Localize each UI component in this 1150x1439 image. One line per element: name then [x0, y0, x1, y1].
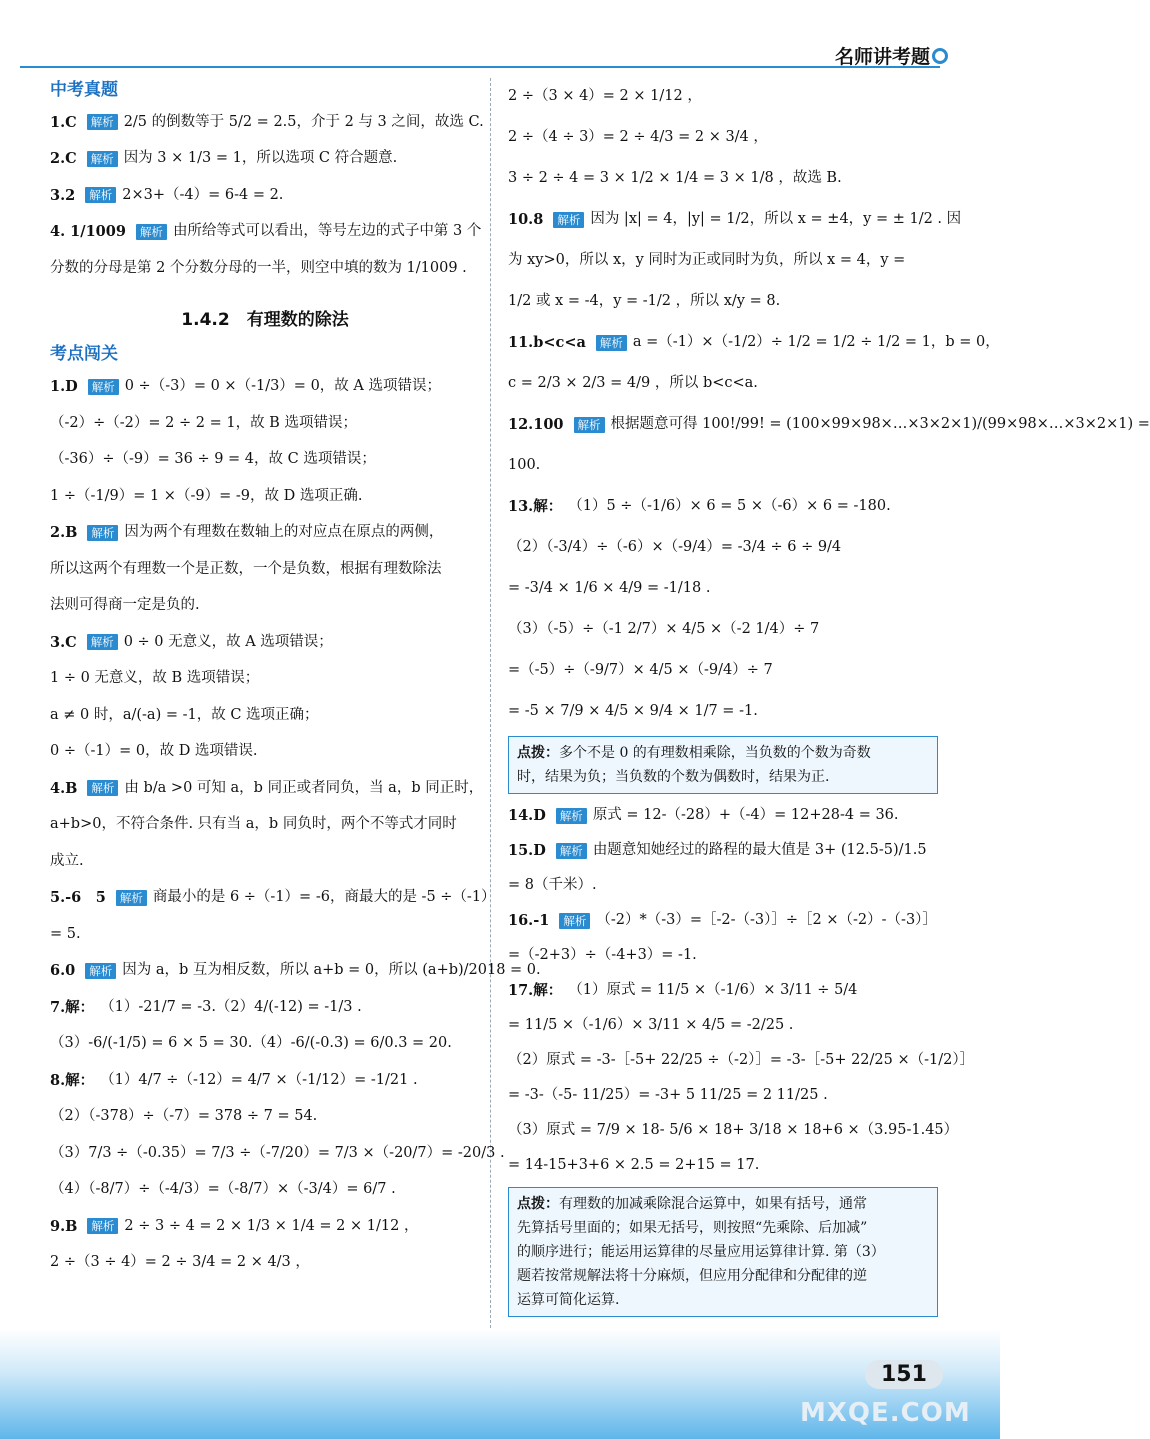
analysis-badge: 解析 [116, 890, 147, 906]
line-text: 2/5 的倒数等于 5/2 = 2.5，介于 2 与 3 之间，故选 C. [123, 113, 484, 130]
analysis-badge: 解析 [87, 525, 118, 541]
line-text: 所以这两个有理数一个是正数，一个是负数，根据有理数除法 [50, 560, 442, 577]
line-text: = 8（千米）. [508, 876, 597, 893]
line-text: 因为 a，b 互为相反数，所以 a+b = 0，所以 (a+b)/2018 = 0. [122, 962, 541, 979]
answer-line [50, 807, 480, 844]
answer-line [508, 240, 938, 281]
answer-line [508, 158, 938, 199]
analysis-badge: 解析 [85, 963, 116, 979]
line-text: 由题意知她经过的路程的最大值是 3+ (12.5-5)/1.5 [592, 841, 927, 858]
line-text: a ≠ 0 时，a/(-a) = -1，故 C 选项正确； [50, 706, 319, 723]
answer-line [50, 880, 496, 917]
line-text: （2）原式 = -3-［-5+ 22/25 ÷（-2）］= -3-［-5+ 22/25 ×（-1/2）］ [508, 1051, 975, 1068]
line-text: 2 ÷ 3 ÷ 4 = 2 × 1/3 × 1/4 = 2 × 1/12 ， [124, 1217, 419, 1234]
answer-line [50, 953, 541, 990]
line-text: （1）-21/7 = -3.（2）4/(-12) = -1/3 . [100, 998, 362, 1015]
answer-line [508, 527, 938, 568]
line-text: 100. [508, 456, 541, 473]
answer-line [50, 369, 480, 406]
answer-line [50, 442, 480, 479]
line-text: （-36）÷（-9）= 36 ÷ 9 = 4，故 C 选项错误； [50, 451, 376, 468]
analysis-badge: 解析 [88, 379, 119, 395]
line-text: a =（-1）×（-1/2）÷ 1/2 = 1/2 ÷ 1/2 = 1，b = 0， [632, 333, 1000, 350]
question-number: 15.D [508, 841, 546, 859]
subsection-title [50, 301, 480, 341]
line-text: 成立. [50, 852, 84, 869]
tip-line [517, 1288, 929, 1312]
answer-line [508, 568, 938, 609]
tip-line [517, 1264, 929, 1288]
question-number: 10.8 [508, 210, 544, 228]
answer-line [508, 199, 962, 240]
analysis-badge: 解析 [559, 913, 590, 929]
analysis-badge: 解析 [556, 808, 587, 824]
answer-line [508, 903, 938, 938]
line-text: 0 ÷（-1）= 0，故 D 选项错误. [50, 743, 258, 760]
line-text: 1/2 或 x = -4，y = -1/2 ，所以 x/y = 8. [508, 292, 781, 309]
answer-line [508, 1043, 975, 1078]
answer-line [50, 405, 480, 442]
analysis-badge: 解析 [87, 780, 118, 796]
section-title [50, 341, 480, 369]
line-text: （2）（-3/4）÷（-6）×（-9/4）= -3/4 ÷ 6 ÷ 9/4 [508, 538, 842, 555]
answer-line [508, 833, 938, 868]
analysis-badge: 解析 [87, 1218, 118, 1234]
line-text: = -3/4 × 1/6 × 4/9 = -1/18 . [508, 579, 711, 596]
analysis-badge: 解析 [87, 114, 118, 130]
answer-line [50, 141, 480, 178]
answer-line [50, 104, 484, 141]
answer-line [508, 76, 938, 117]
line-text: 为 xy>0，所以 x，y 同时为正或同时为负，所以 x = 4，y = [508, 251, 906, 268]
line-text: （-2）*（-3）=［-2-（-3）］÷［2 ×（-2）-（-3）］ [596, 911, 937, 928]
line-text: = 14-15+3+6 × 2.5 = 2+15 = 17. [508, 1156, 760, 1173]
question-number: 1.D [50, 378, 78, 396]
tip-text: 的顺序进行；能运用运算律的尽量应用运算律计算. 第（3） [517, 1243, 885, 1260]
line-text: （-2）÷（-2）= 2 ÷ 2 = 1，故 B 选项错误； [50, 414, 357, 431]
tip-line [517, 741, 929, 765]
tip-label: 点拨： [517, 1195, 559, 1212]
answer-line [50, 1172, 480, 1209]
analysis-badge: 解析 [553, 212, 584, 228]
answer-line [50, 1026, 480, 1063]
answer-line [508, 973, 938, 1008]
answer-line [50, 1245, 480, 1282]
line-text: （3）-6/(-1/5) = 6 × 5 = 30.（4）-6/(-0.3) = 6/0.3 = 20. [50, 1035, 452, 1052]
answer-line [508, 691, 938, 732]
line-text: （3）原式 = 7/9 × 18- 5/6 × 18+ 3/18 × 18+6 ×（3.95-1.45） [508, 1121, 959, 1138]
line-text: 2 ÷（3 × 4）= 2 × 1/12 ， [508, 87, 702, 104]
analysis-badge: 解析 [136, 224, 167, 240]
header-title: 名师讲考题 [834, 46, 930, 68]
line-text: （1）4/7 ÷（-12）= 4/7 ×（-1/12）= -1/21 . [100, 1071, 418, 1088]
line-text: 商最小的是 6 ÷（-1）= -6，商最大的是 -5 ÷（-1） [152, 889, 496, 906]
answer-line [508, 281, 938, 322]
tip-text: 运算可简化运算. [517, 1291, 620, 1308]
question-number: 11.b<c<a [508, 333, 586, 351]
line-text: 考点闯关 [50, 344, 118, 365]
analysis-badge: 解析 [596, 335, 627, 351]
answer-line [50, 989, 480, 1026]
answer-line [508, 486, 938, 527]
answer-line [508, 404, 1150, 445]
answer-line [508, 363, 938, 404]
line-text: = 5. [50, 925, 81, 942]
answer-line [50, 1208, 480, 1245]
page-number: 151 [865, 1360, 943, 1389]
tip-line [517, 1216, 929, 1240]
watermark: MXQE.COM [800, 1398, 971, 1428]
question-number: 3.C [50, 633, 77, 651]
answer-line [50, 588, 480, 625]
line-text: =（-2+3）÷（-4+3）= -1. [508, 946, 697, 963]
line-text: 法则可得商一定是负的. [50, 597, 200, 614]
line-text: （1）5 ÷（-1/6）× 6 = 5 ×（-6）× 6 = -180. [568, 497, 891, 514]
line-text: （2）（-378）÷（-7）= 378 ÷ 7 = 54. [50, 1108, 318, 1125]
question-number: 4. 1/1009 [50, 223, 126, 241]
answer-line [50, 1099, 480, 1136]
line-text: 中考真题 [50, 79, 118, 100]
section-title [50, 76, 480, 104]
tip-line [517, 765, 929, 789]
line-text: 0 ÷ 0 无意义，故 A 选项错误； [123, 633, 333, 650]
answer-line [508, 322, 1000, 363]
question-number: 16.-1 [508, 911, 550, 929]
question-number: 12.100 [508, 415, 564, 433]
line-text: （3）（-5）÷（-1 2/7）× 4/5 ×（-2 1/4）÷ 7 [508, 620, 820, 637]
answer-line [508, 938, 938, 973]
line-text: a+b>0，不符合条件. 只有当 a，b 同负时，两个不等式才同时 [50, 816, 457, 833]
tip-line [517, 1192, 929, 1216]
question-number: 1.C [50, 113, 77, 131]
tip-label: 点拨： [517, 744, 559, 761]
line-text: 根据题意可得 100!/99! = (100×99×98×…×3×2×1)/(99×98×…×3×2×1) = [610, 415, 1150, 432]
analysis-badge: 解析 [85, 187, 116, 203]
analysis-badge: 解析 [87, 151, 118, 167]
answer-line [508, 609, 938, 650]
line-text: 因为两个有理数在数轴上的对应点在原点的两侧， [124, 524, 444, 541]
answer-line [508, 1148, 938, 1183]
line-text: c = 2/3 × 2/3 = 4/9 ，所以 b<c<a. [508, 374, 758, 391]
answer-line [50, 661, 480, 698]
right-column [508, 76, 1150, 1321]
question-number: 13.解： [508, 497, 563, 515]
answer-line [508, 445, 938, 486]
tip-box [508, 1187, 938, 1317]
line-text: 分数的分母是第 2 个分数分母的一半，则空中填的数为 1/1009 . [50, 259, 467, 276]
header-dot-icon [932, 48, 948, 64]
line-text: = 11/5 ×（-1/6）× 3/11 × 4/5 = -2/25 . [508, 1016, 794, 1033]
answer-line [50, 214, 480, 251]
line-text: 2×3+（-4）= 6-4 = 2. [122, 186, 284, 203]
analysis-badge: 解析 [556, 843, 587, 859]
question-number: 14.D [508, 806, 546, 824]
answer-line [508, 117, 938, 158]
line-text: 由所给等式可以看出，等号左边的式子中第 3 个 [172, 223, 482, 240]
line-text: 2 ÷（3 ÷ 4）= 2 ÷ 3/4 = 2 × 4/3 ， [50, 1254, 310, 1271]
question-number: 2.C [50, 150, 77, 168]
line-text: = -3-（-5- 11/25）= -3+ 5 11/25 = 2 11/25 . [508, 1086, 828, 1103]
line-text: （3）7/3 ÷（-0.35）= 7/3 ÷（-7/20）= 7/3 ×（-20/7）= -20/3 . [50, 1144, 505, 1161]
line-text: 因为 |x| = 4，|y| = 1/2，所以 x = ±4，y = ± 1/2 . 因 [590, 210, 962, 227]
answer-line [50, 1135, 505, 1172]
question-number: 8.解： [50, 1071, 95, 1089]
answer-line [50, 250, 480, 287]
answer-line [50, 515, 480, 552]
tip-box [508, 736, 938, 794]
line-text: 0 ÷（-3）= 0 ×（-1/3）= 0，故 A 选项错误； [124, 378, 441, 395]
line-text: 因为 3 × 1/3 = 1，所以选项 C 符合题意. [123, 150, 398, 167]
answer-line [50, 478, 480, 515]
line-text: = -5 × 7/9 × 4/5 × 9/4 × 1/7 = -1. [508, 702, 758, 719]
answer-line [50, 843, 480, 880]
tip-text: 先算括号里面的；如果无括号，则按照“先乘除、后加减” [517, 1219, 868, 1236]
tip-line [517, 1240, 929, 1264]
question-number: 3.2 [50, 186, 76, 204]
line-text: =（-5）÷（-9/7）× 4/5 ×（-9/4）÷ 7 [508, 661, 773, 678]
question-number: 2.B [50, 524, 78, 542]
answer-line [508, 1008, 938, 1043]
answer-line [508, 1113, 959, 1148]
line-text: 1 ÷ 0 无意义，故 B 选项错误； [50, 670, 260, 687]
answer-line [50, 624, 480, 661]
answer-line [50, 177, 480, 214]
question-number: 7.解： [50, 998, 95, 1016]
answer-line [50, 916, 480, 953]
question-number: 6.0 [50, 962, 76, 980]
answer-line [508, 868, 938, 903]
line-text: （4）（-8/7）÷（-4/3）=（-8/7）×（-3/4）= 6/7 . [50, 1181, 396, 1198]
question-number: 9.B [50, 1217, 78, 1235]
answer-line [50, 1062, 480, 1099]
line-text: 由 b/a >0 可知 a，b 同正或者同负，当 a，b 同正时， [124, 779, 484, 796]
question-number: 17.解： [508, 981, 563, 999]
answer-line [508, 798, 938, 833]
answer-line [50, 734, 480, 771]
tip-text: 有理数的加减乘除混合运算中，如果有括号，通常 [559, 1195, 867, 1212]
tip-text: 多个不是 0 的有理数相乘除，当负数的个数为奇数 [559, 744, 871, 761]
header-rule [20, 66, 940, 68]
answer-line [508, 650, 938, 691]
tip-text: 题若按常规解法将十分麻烦，但应用分配律和分配律的逆 [517, 1267, 867, 1284]
question-number: 4.B [50, 779, 78, 797]
line-text: 2 ÷（4 ÷ 3）= 2 ÷ 4/3 = 2 × 3/4 ， [508, 128, 768, 145]
line-text: 原式 = 12-（-28）+（-4）= 12+28-4 = 36. [592, 806, 899, 823]
line-text: （1）原式 = 11/5 ×（-1/6）× 3/11 ÷ 5/4 [568, 981, 858, 998]
line-text: 1 ÷（-1/9）= 1 ×（-9）= -9，故 D 选项正确. [50, 487, 363, 504]
answer-line [50, 697, 480, 734]
answer-line [508, 1078, 938, 1113]
analysis-badge: 解析 [574, 417, 605, 433]
tip-text: 时，结果为负；当负数的个数为偶数时，结果为正. [517, 768, 830, 785]
analysis-badge: 解析 [87, 634, 118, 650]
question-number: 5.-6 5 [50, 889, 106, 907]
line-text: 3 ÷ 2 ÷ 4 = 3 × 1/2 × 1/4 = 3 × 1/8 ，故选 B. [508, 169, 842, 186]
answer-line [50, 770, 484, 807]
line-text: 1.4.2 有理数的除法 [181, 310, 349, 331]
answer-line [50, 551, 480, 588]
